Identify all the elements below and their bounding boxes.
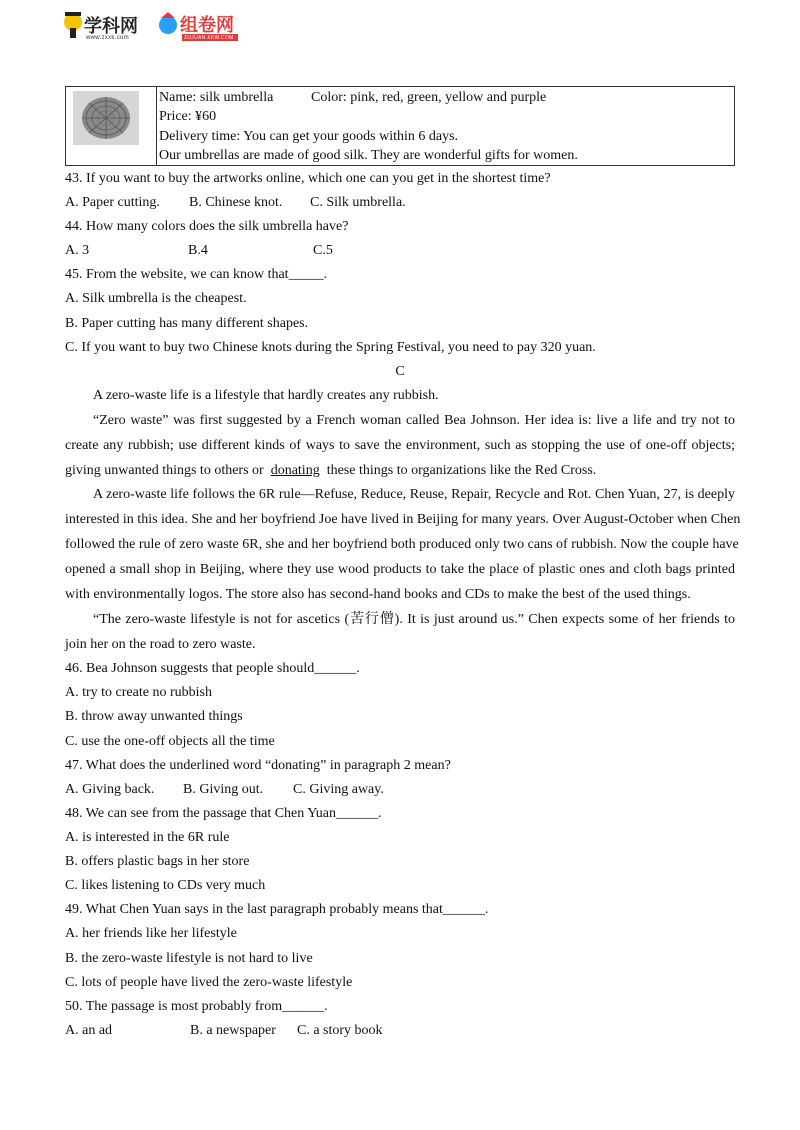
q49-blank: ______ (442, 902, 485, 917)
q50-blank: ______ (282, 999, 325, 1014)
q43-option-c: C. Silk umbrella. (310, 195, 406, 210)
logo1-url: www.zxxk.com (86, 35, 129, 41)
q48-option-c: C. likes listening to CDs very much (65, 878, 266, 893)
q49-option-b: B. the zero-waste lifestyle is not hard to live (65, 951, 313, 966)
q49-option-a: A. her friends like her lifestyle (65, 926, 237, 941)
q46-option-a: A. try to create no rubbish (65, 685, 212, 700)
product-name: Name: silk umbrella (159, 90, 274, 105)
q43-stem: 43. If you want to buy the artworks online, which one can you get in the shortest time? (65, 171, 551, 186)
q43-option-a: A. Paper cutting. (65, 195, 160, 210)
passage-p3-line1: A zero-waste life follows the 6R rule—Refuse, Reduce, Reuse, Repair, Recycle and Rot. Chen Yuan, 27, is deeply (93, 487, 735, 502)
q49-stem-end: . (484, 902, 489, 917)
q46-stem-end: . (356, 661, 360, 676)
logo2-tagline: ZUJUAN.XKW.COM (184, 35, 234, 41)
q46-stem-text: 46. Bea Johnson suggests that people should (65, 661, 315, 676)
q44-option-a: A. 3 (65, 243, 90, 258)
product-info-cell (157, 87, 734, 165)
passage-p2-line3-start: giving unwanted things to others or (65, 463, 264, 478)
q50-option-a: A. an ad (65, 1023, 113, 1038)
q45-option-a: A. Silk umbrella is the cheapest. (65, 291, 247, 306)
logo2-text: 组卷网 (180, 15, 234, 35)
q50-stem (65, 999, 328, 1015)
q50-option-c: C. a story book (297, 1023, 383, 1038)
q44-option-b: B.4 (188, 243, 208, 258)
q44-option-c: C.5 (313, 243, 333, 258)
q43-option-b: B. Chinese knot. (189, 195, 283, 210)
passage-p2-line2: create any rubbish; use different kinds of ways to save the environment, such as stopping the use of one-off objects; (65, 438, 735, 453)
q48-blank: ______ (336, 806, 379, 821)
q49-option-c: C. lots of people have lived the zero-waste lifestyle (65, 975, 353, 990)
umbrella-photo-icon (73, 91, 139, 145)
header-logos (62, 8, 362, 48)
q44-stem: 44. How many colors does the silk umbrella have? (65, 219, 349, 234)
product-image-cell (66, 87, 157, 165)
passage-p2-line3-end: these things to organizations like the Red Cross. (326, 463, 597, 478)
q47-option-b: B. Giving out. (183, 782, 264, 797)
q45-blank: _____ (288, 267, 324, 282)
underlined-word-donating: donating (270, 463, 320, 478)
q48-option-b: B. offers plastic bags in her store (65, 854, 250, 869)
q47-stem: 47. What does the underlined word “donating” in paragraph 2 mean? (65, 758, 451, 773)
q48-stem (65, 806, 382, 822)
section-heading-c: C (395, 364, 405, 379)
passage-p2-line3 (65, 463, 735, 479)
product-price: Price: ¥60 (159, 109, 217, 124)
q50-stem-end: . (324, 999, 328, 1014)
logo1-text: 学科网 (84, 16, 138, 36)
passage-p4-line2: join her on the road to zero waste. (65, 637, 256, 652)
q45-stem (65, 267, 327, 283)
q46-blank: ______ (314, 661, 357, 676)
passage-p3-line5: with environmentally logos. The store also has second-hand books and CDs to make the best of the used things. (65, 587, 691, 602)
product-color: Color: pink, red, green, yellow and purple (311, 90, 547, 105)
passage-p4-line1: “The zero-waste lifestyle is not for ascetics (苦行僧). It is just around us.” Chen expects some of her friends to (93, 612, 735, 627)
q45-option-c: C. If you want to buy two Chinese knots during the Spring Festival, you need to pay 320 yuan. (65, 340, 596, 355)
q46-option-c: C. use the one-off objects all the time (65, 734, 275, 749)
q46-option-b: B. throw away unwanted things (65, 709, 243, 724)
passage-p1: A zero-waste life is a lifestyle that hardly creates any rubbish. (93, 388, 439, 403)
product-description: Our umbrellas are made of good silk. They are wonderful gifts for women. (159, 148, 578, 163)
q48-option-a: A. is interested in the 6R rule (65, 830, 230, 845)
q45-stem-end: . (323, 267, 328, 282)
q50-stem-text: 50. The passage is most probably from (65, 999, 283, 1014)
q46-stem (65, 661, 360, 677)
q49-stem-text: 49. What Chen Yuan says in the last paragraph probably means that (65, 902, 443, 917)
passage-p3-line4: opened a small shop in Beijing, where they use wood products to take the place of plastic ones and cloth bags printed (65, 562, 735, 577)
q50-option-b: B. a newspaper (190, 1023, 276, 1038)
q48-stem-end: . (378, 806, 382, 821)
q45-stem-text: 45. From the website, we can know that (65, 267, 289, 282)
q48-stem-text: 48. We can see from the passage that Chen Yuan (65, 806, 337, 821)
q47-option-c: C. Giving away. (293, 782, 384, 797)
q45-option-b: B. Paper cutting has many different shapes. (65, 316, 309, 331)
product-delivery: Delivery time: You can get your goods within 6 days. (159, 129, 459, 144)
q47-option-a: A. Giving back. (65, 782, 155, 797)
passage-p3-line2: interested in this idea. She and her boyfriend Joe have lived in Beijing for many years. Over August-October when Chen (65, 512, 741, 527)
product-table (65, 86, 735, 166)
passage-p2-line1: “Zero waste” was first suggested by a French woman called Bea Johnson. Her idea is: live a life and try not to (93, 413, 735, 428)
q49-stem (65, 902, 488, 918)
passage-p3-line3: followed the rule of zero waste 6R, she and her boyfriend both produced only two cans of rubbish. Now the couple have (65, 537, 739, 552)
